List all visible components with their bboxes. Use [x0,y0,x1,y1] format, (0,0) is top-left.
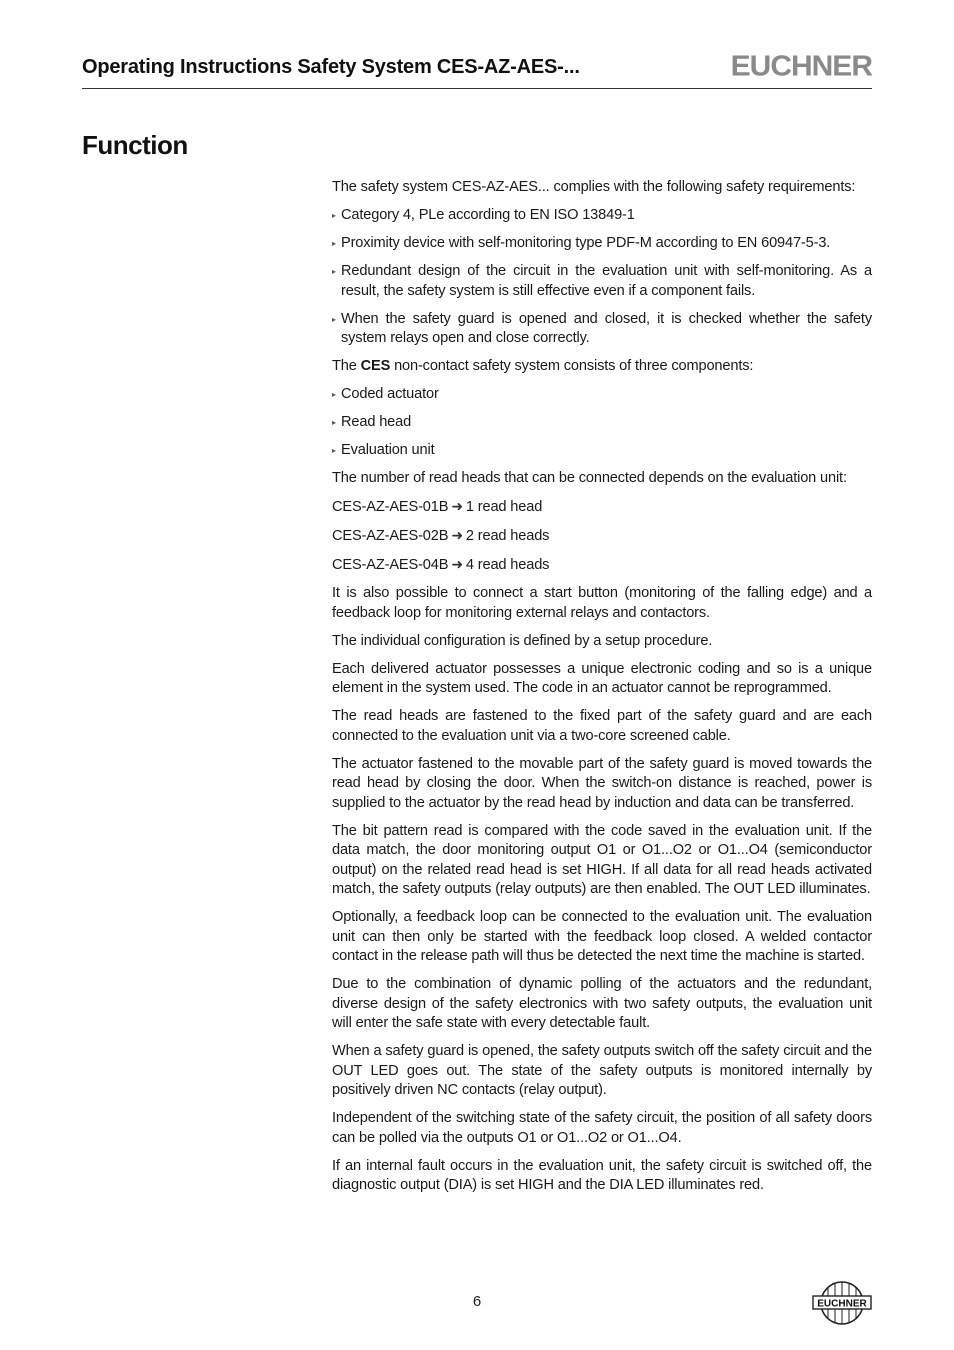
bullet-icon: ▸ [332,267,336,276]
euchner-seal-logo [812,1280,872,1326]
page-header [82,52,872,89]
body-paragraph: Optionally, a feedback loop can be connected to the evaluation unit. The evaluation unit can then only be started with the feedback loop closed. A welded contactor contact in the release path will thus be detected the next time the machine is started. [332,909,872,964]
read-heads-intro: The number of read heads that can be connected depends on the evaluation unit: [332,470,847,486]
body-paragraph: The bit pattern read is compared with the code saved in the evaluation unit. If the data match, the door monitoring output O1 or O1...O2 or O1...O4 (semiconductor output) on the related read head is set HIGH. If all data for all read heads activated match, the safety outputs (relay outputs) are then enabled. The OUT LED illuminates. [332,822,872,897]
list-item: ▸ Coded actuator [332,385,872,405]
arrow-right-icon: ➜ [451,556,463,572]
euchner-logo: EUCHNER [730,50,872,83]
document-title: Operating Instructions Safety System CES-AZ-AES-... [82,56,580,78]
bullet-icon: ▸ [332,390,336,399]
list-item: ▸ Evaluation unit [332,441,872,461]
body-paragraph: Due to the combination of dynamic polling of the actuators and the redundant, diverse design of the safety electronics with two safety outputs, the evaluation unit will enter the safe state with every detectable fault. [332,976,872,1031]
body-paragraph: The individual configuration is defined by a setup procedure. [332,632,713,649]
list-item: ▸ Category 4, PLe according to EN ISO 13849-1 [332,206,872,226]
arrow-right-icon: ➜ [451,498,463,514]
requirements-list [332,206,872,349]
list-item: ▸ Redundant design of the circuit in the evaluation unit with self-monitoring. As a result, the safety system is still effective even if a component fails. [332,263,872,299]
ces-label: CES [360,358,391,374]
body-paragraph: When a safety guard is opened, the safety outputs switch off the safety circuit and the OUT LED goes out. The state of the safety outputs is monitored internally by positively driven NC contacts (relay output). [332,1043,872,1098]
body-paragraph: Independent of the switching state of the safety circuit, the position of all safety doors can be polled via the outputs O1 or O1...O2 or O1...O4. [332,1110,872,1146]
components-intro: The CES non-contact safety system consists of three components: [332,358,754,374]
arrow-right-icon: ➜ [451,527,463,543]
bullet-icon: ▸ [332,446,336,455]
bullet-icon: ▸ [332,314,336,324]
body-paragraph: The actuator fastened to the movable part of the safety guard is moved towards the read head by closing the door. When the switch-on distance is reached, power is supplied to the actuator by the read head by induction and data can be transferred. [332,755,872,811]
bullet-icon: ▸ [332,211,336,220]
list-item: ▸ Read head [332,413,872,433]
variant-line: CES-AZ-AES-02B ➜ 2 read heads [332,527,550,544]
body-paragraph: If an internal fault occurs in the evaluation unit, the safety circuit is switched off, the diagnostic output (DIA) is set HIGH and the DIA LED illuminates red. [332,1157,872,1193]
variant-line: CES-AZ-AES-04B ➜ 4 read heads [332,556,550,573]
bullet-icon: ▸ [332,418,336,427]
list-item: ▸ Proximity device with self-monitoring type PDF-M according to EN 60947-5-3. [332,234,872,254]
requirements-intro: The safety system CES-AZ-AES... complies with the following safety requirements: [332,179,856,195]
body-paragraph: The read heads are fastened to the fixed part of the safety guard and are each connected to the evaluation unit via a two-core screened cable. [332,708,872,744]
section-heading: Function [82,130,188,160]
body-paragraph: It is also possible to connect a start button (monitoring of the falling edge) and a feedback loop for monitoring external relays and contactors. [332,585,872,621]
components-list [332,385,872,461]
bullet-icon: ▸ [332,239,336,248]
body-paragraph: Each delivered actuator possesses a unique electronic coding and so is a unique element in the system used. The code in an actuator cannot be reprogrammed. [332,660,872,696]
variant-line: CES-AZ-AES-01B ➜ 1 read head [332,498,543,515]
svg-text:EUCHNER: EUCHNER [817,1298,867,1310]
body-content [332,178,872,1204]
list-item: ▸ When the safety guard is opened and closed, it is checked whether the safety system relays open and close correctly. [332,310,872,346]
page-number: 6 [472,1293,482,1310]
